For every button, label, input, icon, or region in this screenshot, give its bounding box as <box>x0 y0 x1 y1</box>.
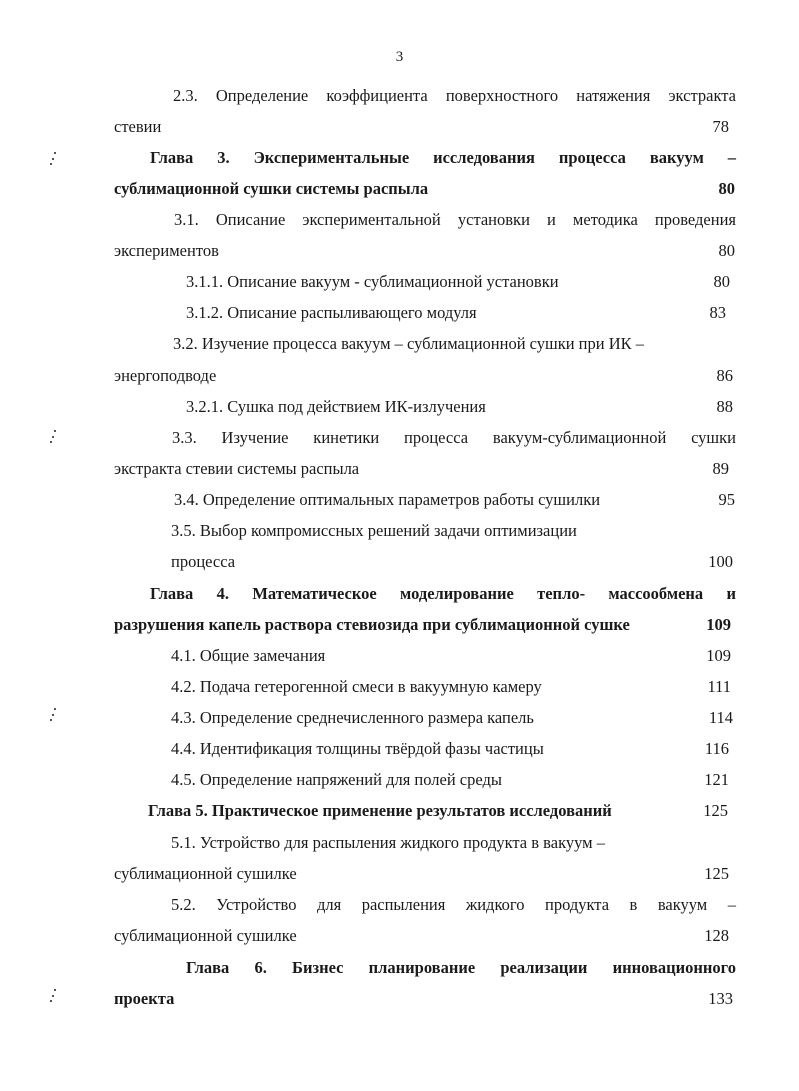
toc-page-number: 125 <box>703 801 728 820</box>
toc-line <box>0 863 799 885</box>
toc-entry-text: 3.1.1. Описание вакуум - сублимационной установки <box>186 272 559 291</box>
toc-entry-text: 4.3. Определение среднечисленного размера капель <box>171 708 534 727</box>
toc-line <box>0 583 799 605</box>
toc-line <box>0 520 799 542</box>
toc-entry-text: 3.2.1. Сушка под действием ИК-излучения <box>186 397 486 416</box>
toc-entry-text: энергоподводе <box>114 366 217 385</box>
toc-line <box>0 302 799 324</box>
toc-line <box>0 396 799 418</box>
toc-line <box>0 988 799 1010</box>
toc-chapter-text: проекта <box>114 989 175 1008</box>
toc-entry-text: 4.1. Общие замечания <box>171 646 326 665</box>
toc-line <box>0 707 799 729</box>
toc-line <box>0 551 799 573</box>
toc-page-number: 78 <box>712 117 729 136</box>
toc-line <box>0 676 799 698</box>
toc-line <box>0 957 799 979</box>
toc-line <box>0 333 799 355</box>
toc-page-number: 83 <box>709 303 726 322</box>
toc-line <box>0 271 799 293</box>
toc-line <box>0 240 799 262</box>
toc-entry-text: 3.1.2. Описание распыливающего модуля <box>186 303 477 322</box>
toc-entry-text: сублимационной сушилке <box>114 864 297 883</box>
page-number: 3 <box>395 49 404 65</box>
toc-page-number: 95 <box>718 490 735 509</box>
toc-page-number: 80 <box>718 241 735 260</box>
toc-page-number: 125 <box>704 864 729 883</box>
toc-entry-text: экстракта стевии системы распыла <box>114 459 360 478</box>
toc-page-number: 111 <box>707 677 731 696</box>
toc-page-number: 121 <box>704 770 729 789</box>
toc-entry-text: 4.2. Подача гетерогенной смеси в вакуумную камеру <box>171 677 542 696</box>
toc-page-number: 128 <box>704 926 729 945</box>
toc-chapter-text: разрушения капель раствора стевиозида при сублимационной сушке <box>114 615 630 634</box>
toc-line <box>0 894 799 916</box>
toc-entry-text: 3.5. Выбор компромиссных решений задачи оптимизации <box>171 521 577 540</box>
toc-entry-text: стевии <box>114 117 162 136</box>
toc-entry-text: 5.2. Устройство для распыления жидкого продукта в вакуум – <box>171 895 736 914</box>
toc-page-number: 114 <box>708 708 733 727</box>
toc-entry-text: 5.1. Устройство для распыления жидкого продукта в вакуум – <box>171 833 605 852</box>
toc-page-number: 86 <box>716 366 733 385</box>
toc-entry-text: экспериментов <box>114 241 219 260</box>
toc-entry-text: 3.2. Изучение процесса вакуум – сублимационной сушки при ИК – <box>173 334 645 353</box>
toc-chapter-text: сублимационной сушки системы распыла <box>114 179 429 198</box>
toc-chapter-text: Глава 4. Математическое моделирование тепло- массообмена и <box>150 584 736 603</box>
toc-chapter-text: Глава 6. Бизнес планирование реализации инновационного <box>186 958 736 977</box>
toc-page-number: 80 <box>713 272 730 291</box>
toc-entry-text: 2.3. Определение коэффициента поверхностного натяжения экстракта <box>173 86 736 105</box>
toc-line <box>0 85 799 107</box>
toc-page-number: 88 <box>716 397 733 416</box>
toc-chapter-text: Глава 3. Экспериментальные исследования процесса вакуум – <box>150 148 736 167</box>
toc-line <box>0 116 799 138</box>
toc-line <box>0 769 799 791</box>
toc-line <box>0 147 799 169</box>
toc-entry-text: 3.4. Определение оптимальных параметров работы сушилки <box>174 490 601 509</box>
toc-entry-text: 3.1. Описание экспериментальной установки и методика проведения <box>174 210 736 229</box>
toc-page-number: 100 <box>708 552 733 571</box>
toc-page-number: 109 <box>706 646 731 665</box>
toc-page-number: 133 <box>708 989 733 1008</box>
toc-page-number: 89 <box>712 459 729 478</box>
toc-page-number: 80 <box>718 179 735 198</box>
toc-line <box>0 178 799 200</box>
toc-line <box>0 925 799 947</box>
toc-entry-text: процесса <box>171 552 236 571</box>
toc-line <box>0 800 799 822</box>
toc-line <box>0 489 799 511</box>
toc-line <box>0 614 799 636</box>
toc-chapter-text: Глава 5. Практическое применение результатов исследований <box>148 801 612 820</box>
toc-line <box>0 832 799 854</box>
toc-entry-text: сублимационной сушилке <box>114 926 297 945</box>
toc-entry-text: 4.5. Определение напряжений для полей среды <box>171 770 502 789</box>
toc-entry-text: 3.3. Изучение кинетики процесса вакуум-сублимационной сушки <box>172 428 736 447</box>
toc-line <box>0 209 799 231</box>
toc-line <box>0 645 799 667</box>
toc-entry-text: 4.4. Идентификация толщины твёрдой фазы частицы <box>171 739 544 758</box>
toc-line <box>0 458 799 480</box>
toc-page-number: 116 <box>704 739 729 758</box>
toc-page-number: 109 <box>706 615 731 634</box>
toc-line <box>0 365 799 387</box>
toc-line <box>0 427 799 449</box>
toc-line <box>0 738 799 760</box>
